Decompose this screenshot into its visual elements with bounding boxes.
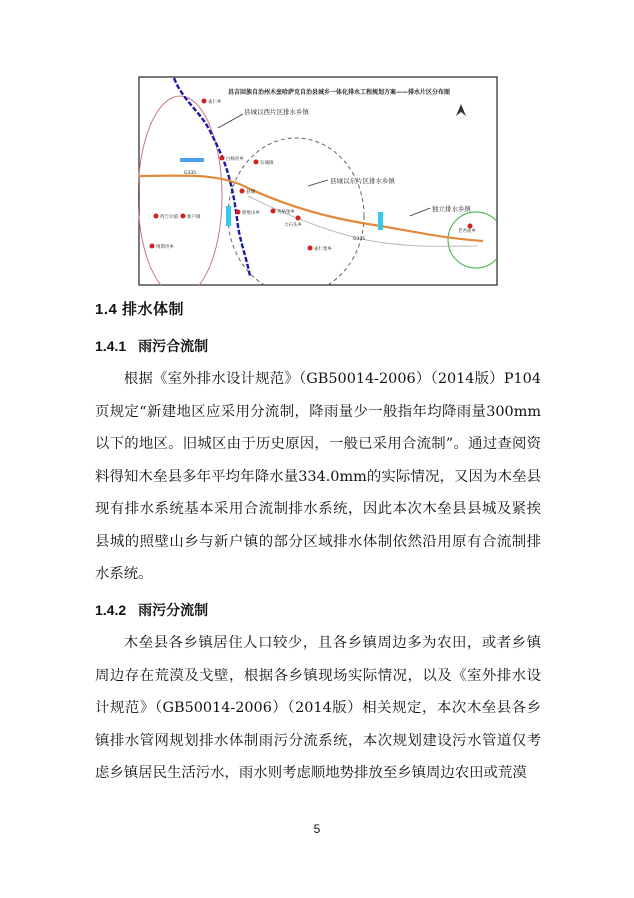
zone-independent-label: 独立排水乡镇: [432, 205, 471, 213]
subsection-heading-2: [95, 600, 208, 620]
section-title: 排水体制: [122, 301, 185, 318]
svg-text:老君庙乡: 老君庙乡: [458, 229, 476, 234]
svg-text:G335: G335: [184, 171, 197, 176]
paragraph-combined-system: 根据《室外排水设计规范》（GB50014-2006）（2014版）P104页规定“新建地区应采用分流制，降雨量少一般指年均降雨量300mm以下的地区。旧城区由于历史原因，一般已采用合流制”。通过查阅资料得知木垒县多年平均年降水量334.0mm的实际情况，又因为木垒县现有排水系统基本采用合流制排水系统，因此本次木垒县县城及紧挨县城的照壁山乡与新户镇的部分区域排水体制依然沿用原有合流制排水系统。: [95, 371, 541, 582]
svg-text:东城镇: 东城镇: [260, 161, 274, 166]
svg-text:白杨河乡: 白杨河乡: [226, 157, 244, 162]
svg-text:英格堡乡: 英格堡乡: [277, 210, 295, 215]
section-heading: [95, 298, 184, 319]
svg-text:照壁山乡: 照壁山乡: [242, 211, 260, 216]
svg-text:西吉尔镇: 西吉尔镇: [160, 215, 178, 220]
svg-text:博斯坦乡: 博斯坦乡: [156, 245, 174, 250]
zone-east-label: 县城以东片区排水乡镇: [330, 177, 395, 185]
marker-bar-3: [378, 212, 383, 230]
subsection-title-1: 雨污合流制: [138, 338, 209, 354]
subsection-number-1: 1.4.1: [95, 338, 127, 354]
svg-text:雀仁乡: 雀仁乡: [208, 100, 222, 105]
marker-bar-1: [180, 158, 204, 162]
marker-bar-2: [226, 206, 231, 226]
svg-text:大石头乡: 大石头乡: [284, 223, 302, 228]
page-number: 5: [313, 822, 321, 836]
subsection-heading-1: [95, 336, 208, 356]
map-graphic: [138, 76, 498, 286]
svg-text:G335: G335: [353, 237, 366, 242]
zone-west-label: 县城以西片区排水乡镇: [244, 108, 309, 116]
map-title: 昌吉回族自治州木垒哈萨克自治县城乡一体化排水工程规划方案——排水片区分布图: [228, 89, 451, 96]
paragraph-separate-system: 木垒县各乡镇居住人口较少，且各乡镇周边多为农田，或者乡镇周边存在荒漠及戈壁，根据各乡镇现场实际情况，以及《室外排水设计规范》（GB50014-2006）（2014版）相关规定，本次木垒县各乡镇排水管网规划排水体制雨污分流系统，本次规划建设污水管道仅考虑乡镇居民生活污水，雨水则考虑顺地势排放至乡镇周边农田或荒漠: [95, 635, 541, 781]
subsection-number-2: 1.4.2: [95, 602, 127, 618]
svg-text:雀仁堡乡: 雀仁堡乡: [314, 247, 332, 252]
drainage-zone-map: [138, 76, 498, 286]
subsection-title-2: 雨污分流制: [138, 602, 209, 618]
svg-text:县城: 县城: [246, 190, 255, 195]
section-number: 1.4: [95, 301, 118, 318]
svg-text:新户镇: 新户镇: [187, 215, 201, 220]
